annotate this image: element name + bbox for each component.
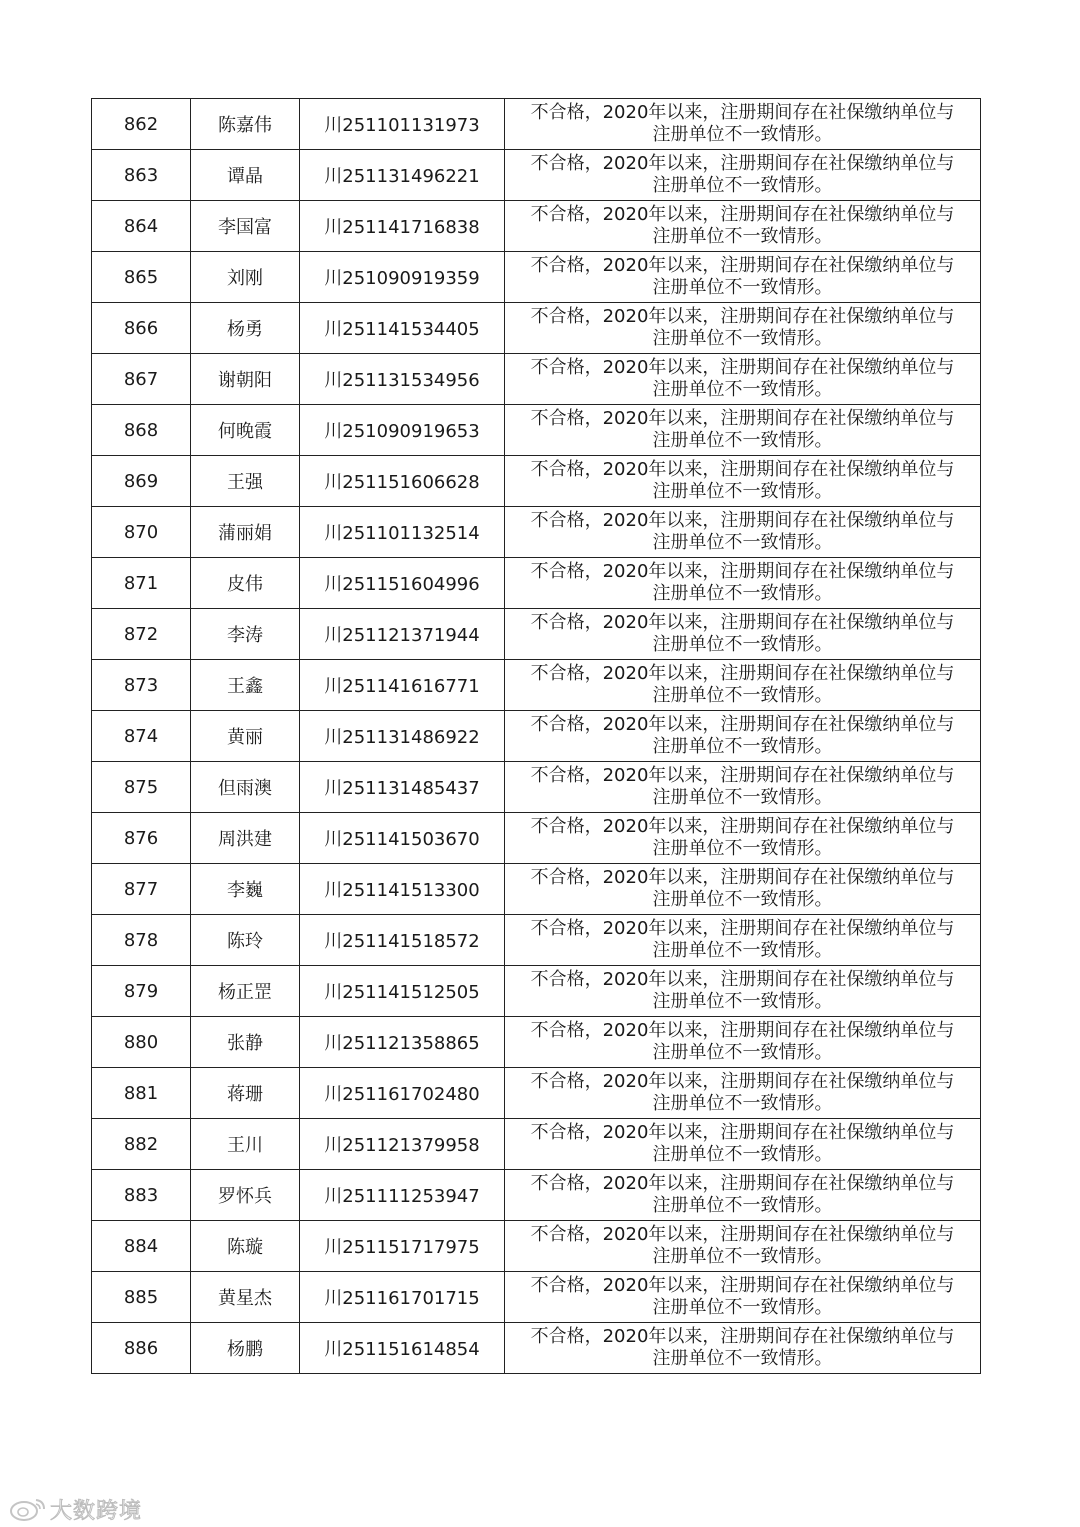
result-line-1: 不合格，2020年以来，注册期间存在社保缴纳单位与 (530, 459, 955, 480)
certificate-number-cell: 川251131534956 (300, 354, 505, 405)
watermark (8, 1494, 142, 1524)
row-number-cell: 863 (92, 150, 191, 201)
name-cell: 皮伟 (191, 558, 300, 609)
name-cell: 陈玲 (191, 915, 300, 966)
result-line-1: 不合格，2020年以来，注册期间存在社保缴纳单位与 (530, 1326, 955, 1347)
table-row (92, 507, 981, 558)
result-cell (505, 1221, 981, 1272)
result-line-2: 注册单位不一致情形。 (652, 430, 833, 451)
result-cell (505, 660, 981, 711)
table-row (92, 201, 981, 252)
name-cell: 杨勇 (191, 303, 300, 354)
row-number-cell: 886 (92, 1323, 191, 1374)
name-cell: 何晚霞 (191, 405, 300, 456)
name-cell: 周洪建 (191, 813, 300, 864)
result-cell (505, 609, 981, 660)
certificate-number-cell: 川251131496221 (300, 150, 505, 201)
certificate-number-cell: 川251141534405 (300, 303, 505, 354)
name-cell: 李巍 (191, 864, 300, 915)
result-line-1: 不合格，2020年以来，注册期间存在社保缴纳单位与 (530, 255, 955, 276)
row-number-cell: 877 (92, 864, 191, 915)
certificate-number-cell: 川251151717975 (300, 1221, 505, 1272)
name-cell: 王川 (191, 1119, 300, 1170)
result-cell (505, 201, 981, 252)
result-line-2: 注册单位不一致情形。 (652, 532, 833, 553)
result-line-2: 注册单位不一致情形。 (652, 685, 833, 706)
certificate-number-cell: 川251161702480 (300, 1068, 505, 1119)
name-cell: 蒋珊 (191, 1068, 300, 1119)
result-line-1: 不合格，2020年以来，注册期间存在社保缴纳单位与 (530, 561, 955, 582)
result-line-2: 注册单位不一致情形。 (652, 1093, 833, 1114)
table-row (92, 1017, 981, 1068)
table-row (92, 252, 981, 303)
row-number-cell: 880 (92, 1017, 191, 1068)
result-line-1: 不合格，2020年以来，注册期间存在社保缴纳单位与 (530, 816, 955, 837)
certificate-number-cell: 川251141512505 (300, 966, 505, 1017)
result-cell (505, 1323, 981, 1374)
row-number-cell: 874 (92, 711, 191, 762)
certificate-number-cell: 川251141513300 (300, 864, 505, 915)
result-line-2: 注册单位不一致情形。 (652, 481, 833, 502)
result-line-1: 不合格，2020年以来，注册期间存在社保缴纳单位与 (530, 1020, 955, 1041)
table-body (92, 99, 981, 1374)
result-line-1: 不合格，2020年以来，注册期间存在社保缴纳单位与 (530, 102, 955, 123)
row-number-cell: 867 (92, 354, 191, 405)
name-cell: 黄丽 (191, 711, 300, 762)
name-cell: 李涛 (191, 609, 300, 660)
results-table (91, 98, 981, 1374)
row-number-cell: 878 (92, 915, 191, 966)
name-cell: 杨鹏 (191, 1323, 300, 1374)
table-row (92, 762, 981, 813)
certificate-number-cell: 川251090919653 (300, 405, 505, 456)
certificate-number-cell: 川251101131973 (300, 99, 505, 150)
result-line-2: 注册单位不一致情形。 (652, 1144, 833, 1165)
certificate-number-cell: 川251161701715 (300, 1272, 505, 1323)
row-number-cell: 883 (92, 1170, 191, 1221)
row-number-cell: 871 (92, 558, 191, 609)
certificate-number-cell: 川251121358865 (300, 1017, 505, 1068)
row-number-cell: 862 (92, 99, 191, 150)
row-number-cell: 885 (92, 1272, 191, 1323)
result-line-2: 注册单位不一致情形。 (652, 1195, 833, 1216)
table-row (92, 456, 981, 507)
name-cell: 但雨澳 (191, 762, 300, 813)
result-line-1: 不合格，2020年以来，注册期间存在社保缴纳单位与 (530, 153, 955, 174)
table-row (92, 609, 981, 660)
name-cell: 谭晶 (191, 150, 300, 201)
row-number-cell: 879 (92, 966, 191, 1017)
table-row (92, 1068, 981, 1119)
result-cell (505, 405, 981, 456)
certificate-number-cell: 川251121379958 (300, 1119, 505, 1170)
result-line-1: 不合格，2020年以来，注册期间存在社保缴纳单位与 (530, 663, 955, 684)
certificate-number-cell: 川251131485437 (300, 762, 505, 813)
result-line-2: 注册单位不一致情形。 (652, 889, 833, 910)
row-number-cell: 870 (92, 507, 191, 558)
name-cell: 陈璇 (191, 1221, 300, 1272)
result-line-1: 不合格，2020年以来，注册期间存在社保缴纳单位与 (530, 204, 955, 225)
name-cell: 谢朝阳 (191, 354, 300, 405)
result-cell (505, 1119, 981, 1170)
result-line-1: 不合格，2020年以来，注册期间存在社保缴纳单位与 (530, 714, 955, 735)
result-cell (505, 762, 981, 813)
table-row (92, 1323, 981, 1374)
result-line-2: 注册单位不一致情形。 (652, 175, 833, 196)
row-number-cell: 876 (92, 813, 191, 864)
table-row (92, 1119, 981, 1170)
result-cell (505, 711, 981, 762)
row-number-cell: 866 (92, 303, 191, 354)
row-number-cell: 865 (92, 252, 191, 303)
result-line-2: 注册单位不一致情形。 (652, 1042, 833, 1063)
result-line-2: 注册单位不一致情形。 (652, 736, 833, 757)
name-cell: 杨正罡 (191, 966, 300, 1017)
table-row (92, 99, 981, 150)
result-line-1: 不合格，2020年以来，注册期间存在社保缴纳单位与 (530, 1071, 955, 1092)
certificate-number-cell: 川251141716838 (300, 201, 505, 252)
row-number-cell: 884 (92, 1221, 191, 1272)
name-cell: 刘刚 (191, 252, 300, 303)
watermark-text: 大数跨境 (50, 1498, 143, 1524)
result-line-1: 不合格，2020年以来，注册期间存在社保缴纳单位与 (530, 408, 955, 429)
certificate-number-cell: 川251121371944 (300, 609, 505, 660)
result-line-2: 注册单位不一致情形。 (652, 838, 833, 859)
table-row (92, 813, 981, 864)
result-cell (505, 813, 981, 864)
result-line-1: 不合格，2020年以来，注册期间存在社保缴纳单位与 (530, 1122, 955, 1143)
result-line-1: 不合格，2020年以来，注册期间存在社保缴纳单位与 (530, 867, 955, 888)
result-line-2: 注册单位不一致情形。 (652, 1297, 833, 1318)
result-cell (505, 1170, 981, 1221)
table-row (92, 1170, 981, 1221)
name-cell: 蒲丽娟 (191, 507, 300, 558)
name-cell: 张静 (191, 1017, 300, 1068)
row-number-cell: 868 (92, 405, 191, 456)
table-row (92, 303, 981, 354)
result-cell (505, 558, 981, 609)
certificate-number-cell: 川251111253947 (300, 1170, 505, 1221)
certificate-number-cell: 川251141616771 (300, 660, 505, 711)
result-line-1: 不合格，2020年以来，注册期间存在社保缴纳单位与 (530, 612, 955, 633)
result-line-2: 注册单位不一致情形。 (652, 124, 833, 145)
row-number-cell: 872 (92, 609, 191, 660)
name-cell: 李国富 (191, 201, 300, 252)
result-cell (505, 1068, 981, 1119)
table-row (92, 660, 981, 711)
result-line-2: 注册单位不一致情形。 (652, 583, 833, 604)
result-cell (505, 456, 981, 507)
result-line-2: 注册单位不一致情形。 (652, 277, 833, 298)
certificate-number-cell: 川251151604996 (300, 558, 505, 609)
result-line-1: 不合格，2020年以来，注册期间存在社保缴纳单位与 (530, 969, 955, 990)
certificate-number-cell: 川251131486922 (300, 711, 505, 762)
result-cell (505, 507, 981, 558)
result-cell (505, 99, 981, 150)
result-line-1: 不合格，2020年以来，注册期间存在社保缴纳单位与 (530, 765, 955, 786)
result-cell (505, 252, 981, 303)
result-line-1: 不合格，2020年以来，注册期间存在社保缴纳单位与 (530, 306, 955, 327)
result-cell (505, 915, 981, 966)
table-row (92, 354, 981, 405)
certificate-number-cell: 川251151606628 (300, 456, 505, 507)
name-cell: 王强 (191, 456, 300, 507)
result-cell (505, 354, 981, 405)
name-cell: 黄星杰 (191, 1272, 300, 1323)
certificate-number-cell: 川251151614854 (300, 1323, 505, 1374)
result-cell (505, 1017, 981, 1068)
table-row (92, 150, 981, 201)
result-line-1: 不合格，2020年以来，注册期间存在社保缴纳单位与 (530, 1224, 955, 1245)
table-row (92, 864, 981, 915)
certificate-number-cell: 川251141518572 (300, 915, 505, 966)
row-number-cell: 881 (92, 1068, 191, 1119)
result-line-2: 注册单位不一致情形。 (652, 991, 833, 1012)
result-line-1: 不合格，2020年以来，注册期间存在社保缴纳单位与 (530, 510, 955, 531)
certificate-number-cell: 川251101132514 (300, 507, 505, 558)
result-line-2: 注册单位不一致情形。 (652, 226, 833, 247)
result-line-2: 注册单位不一致情形。 (652, 1348, 833, 1369)
result-cell (505, 1272, 981, 1323)
certificate-number-cell: 川251090919359 (300, 252, 505, 303)
result-line-2: 注册单位不一致情形。 (652, 379, 833, 400)
result-line-2: 注册单位不一致情形。 (652, 787, 833, 808)
result-cell (505, 303, 981, 354)
result-line-1: 不合格，2020年以来，注册期间存在社保缴纳单位与 (530, 357, 955, 378)
table-row (92, 966, 981, 1017)
result-cell (505, 966, 981, 1017)
row-number-cell: 875 (92, 762, 191, 813)
table-row (92, 915, 981, 966)
table-row (92, 711, 981, 762)
weibo-logo-icon (8, 1496, 48, 1522)
result-line-1: 不合格，2020年以来，注册期间存在社保缴纳单位与 (530, 1275, 955, 1296)
result-line-2: 注册单位不一致情形。 (652, 634, 833, 655)
result-line-1: 不合格，2020年以来，注册期间存在社保缴纳单位与 (530, 918, 955, 939)
name-cell: 罗怀兵 (191, 1170, 300, 1221)
row-number-cell: 864 (92, 201, 191, 252)
table-row (92, 1221, 981, 1272)
name-cell: 陈嘉伟 (191, 99, 300, 150)
result-line-2: 注册单位不一致情形。 (652, 1246, 833, 1267)
row-number-cell: 882 (92, 1119, 191, 1170)
table-row (92, 558, 981, 609)
row-number-cell: 873 (92, 660, 191, 711)
result-line-1: 不合格，2020年以来，注册期间存在社保缴纳单位与 (530, 1173, 955, 1194)
result-line-2: 注册单位不一致情形。 (652, 940, 833, 961)
name-cell: 王鑫 (191, 660, 300, 711)
result-cell (505, 864, 981, 915)
table-row (92, 405, 981, 456)
result-line-2: 注册单位不一致情形。 (652, 328, 833, 349)
table-row (92, 1272, 981, 1323)
row-number-cell: 869 (92, 456, 191, 507)
result-cell (505, 150, 981, 201)
certificate-number-cell: 川251141503670 (300, 813, 505, 864)
